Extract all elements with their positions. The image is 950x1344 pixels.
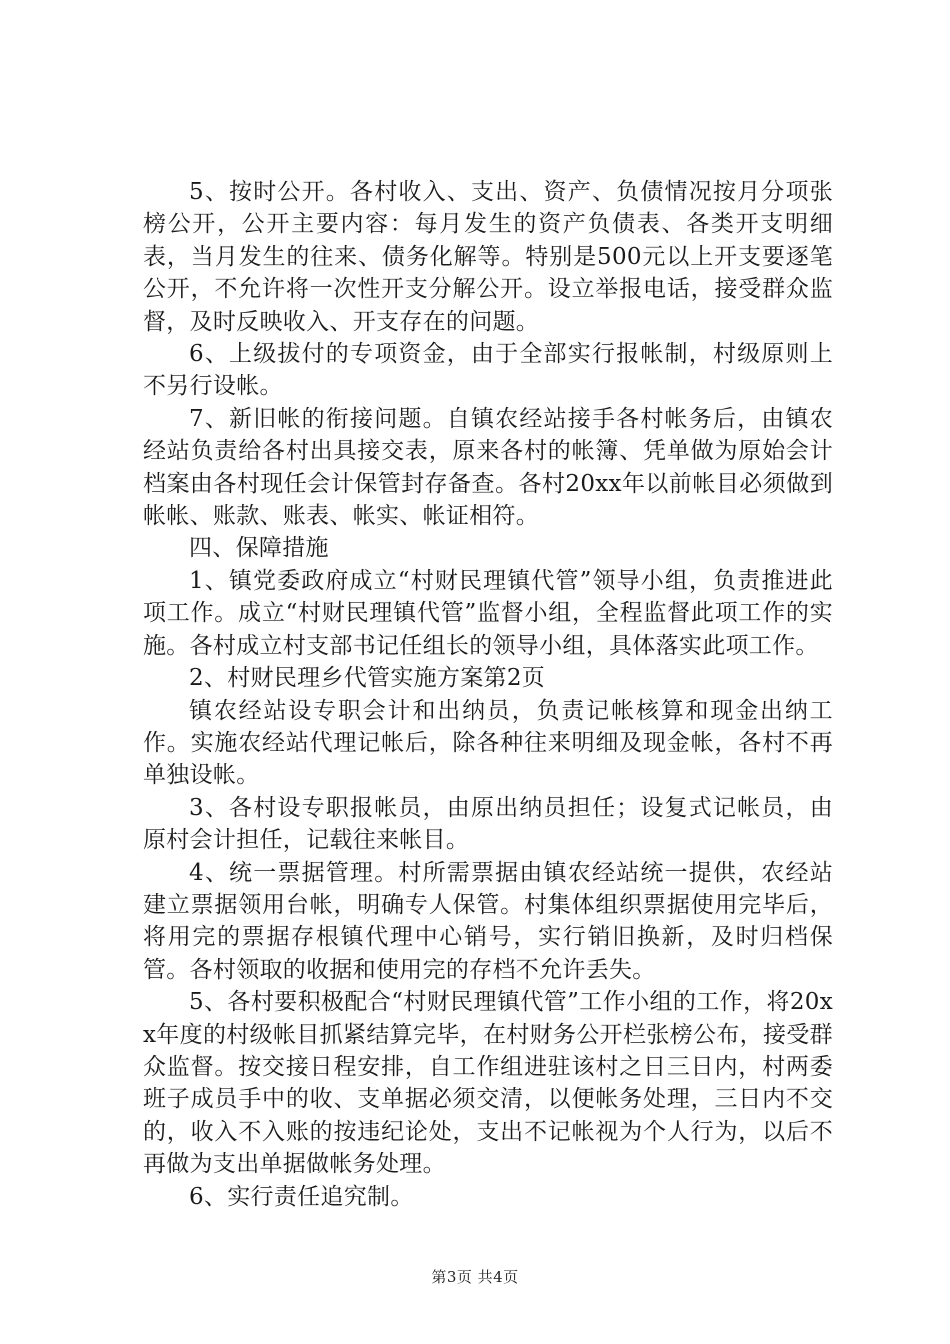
paragraph-leading-group: 1、镇党委政府成立“村财民理镇代管”领导小组，负责推进此项工作。成立“村财民理镇代管”监督小组，全程监督此项工作的实施。各村成立村支部书记任组长的领导小组，具体落实此项工作。	[143, 567, 833, 659]
page-footer: 第3页 共4页	[431, 1268, 519, 1286]
document-body	[143, 176, 833, 1213]
paragraph-cooperation: 5、各村要积极配合“村财民理镇代管”工作小组的工作，将20xx年度的村级帐目抓紧结算完毕，在村财务公开栏张榜公布，接受群众监督。按交接日程安排，自工作组进驻该村之日三日内，村两委班子成员手中的收、支单据必须交清，以便帐务处理，三日内不交的，收入不入账的按违纪论处，支出不记帐视为个人行为，以后不再做为支出单据做帐务处理。	[143, 989, 833, 1178]
paragraph-receipt-management: 4、统一票据管理。村所需票据由镇农经站统一提供，农经站建立票据领用台帐，明确专人保管。村集体组织票据使用完毕后，将用完的票据存根镇代理中心销号，实行销旧换新，及时归档保管。各村领取的收据和使用完的存档不允许丢失。	[143, 859, 833, 983]
paragraph-plan-page-ref: 2、村财民理乡代管实施方案第2页	[189, 665, 546, 692]
paragraph-accountability: 6、实行责任追究制。	[189, 1183, 414, 1210]
paragraph-disclosure: 5、按时公开。各村收入、支出、资产、负债情况按月分项张榜公开，公开主要内容：每月发生的资产负债表、各类开支明细表，当月发生的往来、债务化解等。特别是500元以上开支要逐笔公开，不允许将一次性开支分解公开。设立举报电话，接受群众监督，及时反映收入、开支存在的问题。	[143, 179, 833, 335]
paragraph-account-transition: 7、新旧帐的衔接问题。自镇农经站接手各村帐务后，由镇农经站负责给各村出具接交表，原来各村的帐簿、凭单做为原始会计档案由各村现任会计保管封存备查。各村20xx年以前帐目必须做到帐帐、账款、账表、帐实、帐证相符。	[143, 405, 833, 530]
paragraph-special-funds: 6、上级拔付的专项资金，由于全部实行报帐制，村级原则上不另行设帐。	[143, 341, 833, 400]
paragraph-accountant-cashier: 镇农经站设专职会计和出纳员，负责记帐核算和现金出纳工作。实施农经站代理记帐后，除各种往来明细及现金帐，各村不再单独设帐。	[143, 697, 833, 789]
section-heading-safeguards: 四、保障措施	[189, 535, 329, 562]
paragraph-bookkeeper: 3、各村设专职报帐员，由原出纳员担任；设复式记帐员，由原村会计担任，记载往来帐目。	[143, 794, 833, 854]
